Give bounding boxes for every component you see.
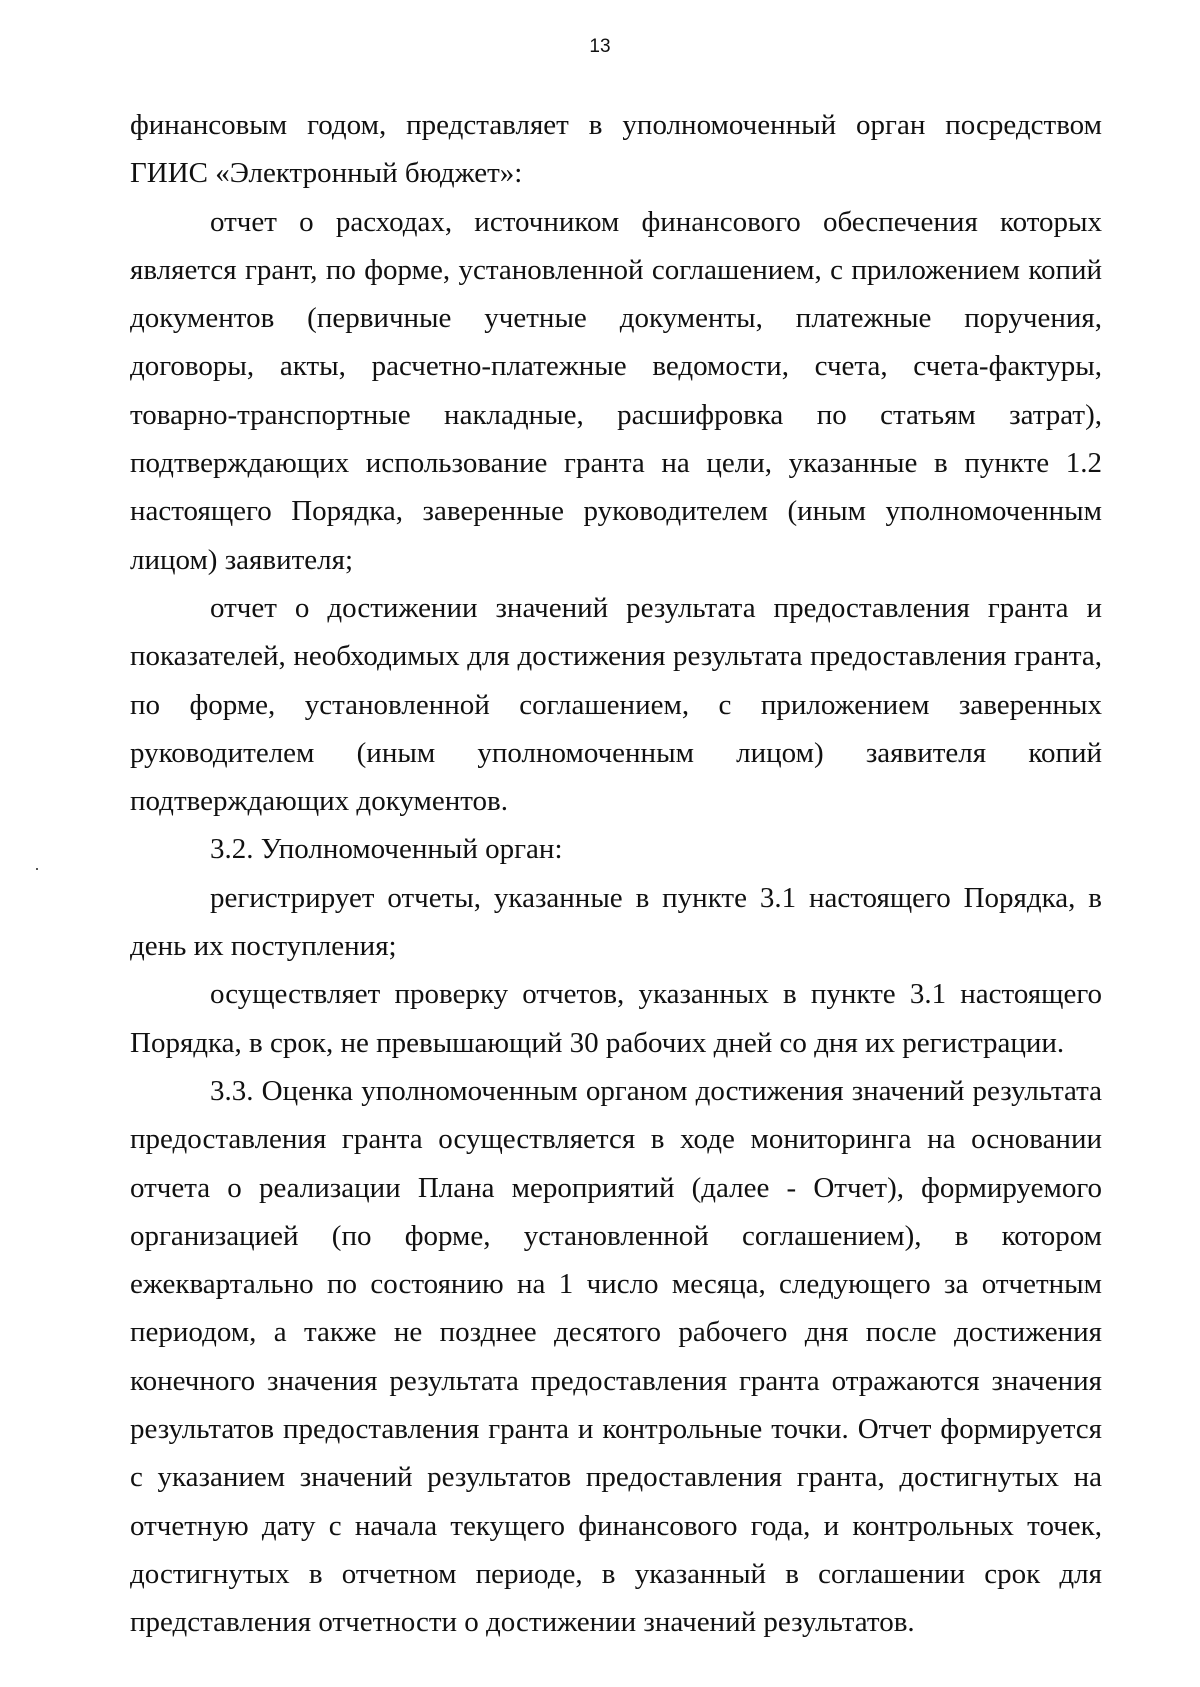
paragraph-continuation: финансовым годом, представляет в уполномоченный орган посредством ГИИС «Электронный бюджет»:	[130, 109, 1102, 190]
paragraph-section-3-3: 3.3. Оценка уполномоченным органом достижения значений результата предоставления гранта осуществляется в ходе мониторинга на основании отчета о реализации Плана мероприятий (далее - Отчет), формируемого организацией (по форме, установленной соглашением), в котором ежеквартально по состоянию на 1 число месяца, следующего за отчетным периодом, а также не позднее десятого рабочего дня после достижения конечного значения результата предоставления гранта отражаются значения результатов предоставления гранта и контрольные точки. Отчет формируется с указанием значений результатов предоставления гранта, достигнутых на отчетную дату с начала текущего финансового года, и контрольных точек, достигнутых в отчетном периоде, в указанный в соглашении срок для представления отчетности о достижении значений результатов.	[130, 1074, 1102, 1639]
paragraph-results-report: отчет о достижении значений результата предоставления гранта и показателей, необходимых для достижения результата предоставления гранта, по форме, установленной соглашением, с приложением заверенных руководителем (иным уполномоченным лицом) заявителя копий подтверждающих документов.	[130, 591, 1102, 818]
paragraph-expense-report: отчет о расходах, источником финансового обеспечения которых является грант, по форме, установленной соглашением, с приложением копий документов (первичные учетные документы, платежные поручения, договоры, акты, расчетно-платежные ведомости, счета, счета-фактуры, товарно-транспортные накладные, расшифровка по статьям затрат), подтверждающих использование гранта на цели, указанные в пункте 1.2 настоящего Порядка, заверенные руководителем (иным уполномоченным лицом) заявителя;	[130, 205, 1102, 576]
paragraph-registers-reports: регистрирует отчеты, указанные в пункте 3.1 настоящего Порядка, в день их поступления;	[130, 881, 1102, 963]
paragraph-checks-reports: осуществляет проверку отчетов, указанных в пункте 3.1 настоящего Порядка, в срок, не превышающий 30 рабочих дней со дня их регистрации.	[130, 978, 1102, 1059]
scan-artifact-dot	[36, 868, 38, 870]
document-body	[130, 101, 1102, 1647]
page-number: 13	[589, 36, 611, 57]
paragraph-section-3-2-heading: 3.2. Уполномоченный орган:	[210, 833, 563, 866]
